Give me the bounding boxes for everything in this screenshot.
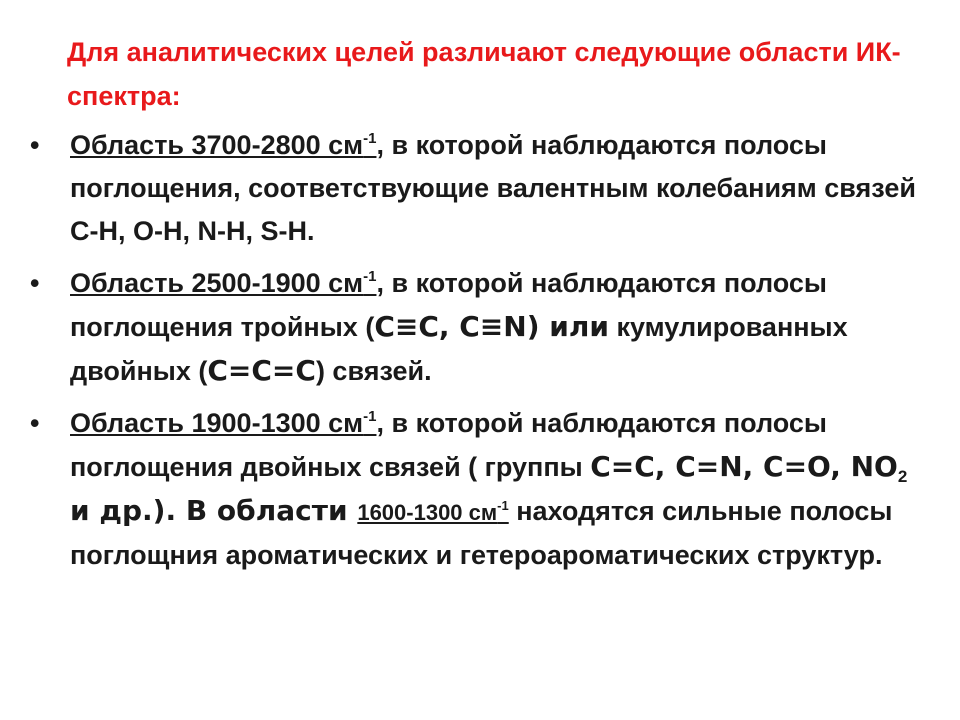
bullet-dot-icon: • xyxy=(30,408,40,438)
range-text: Область 2500-1900 см xyxy=(70,268,364,298)
range-text: Область 3700-2800 см xyxy=(70,130,364,160)
bullet-text: , в которой наблюдаются полосы поглощения, соответствующие валентным колебаниям связей С-Н, О-Н, N-Н, S-Н. xyxy=(70,130,916,246)
range-label xyxy=(70,268,376,298)
formula-text: и др.). В области xyxy=(70,494,358,527)
bullet-dot-icon: • xyxy=(30,130,40,160)
range-label xyxy=(357,500,508,525)
range-superscript: -1 xyxy=(363,408,377,425)
range-superscript: -1 xyxy=(363,268,377,285)
formula-subscript: 2 xyxy=(897,467,908,486)
bullet-dot-icon: • xyxy=(30,268,40,298)
slide-title: Для аналитических целей различают следующие области ИК-спектра: xyxy=(67,37,901,111)
bullet-text: находятся сильные полосы поглощния ароматических и гетероароматических структур. xyxy=(70,496,893,570)
range-superscript: -1 xyxy=(497,498,509,513)
bullet-item-1 xyxy=(0,124,960,253)
bullet-text: ) связей. xyxy=(315,356,432,386)
range-superscript: -1 xyxy=(363,130,377,147)
range-label xyxy=(70,408,376,438)
bullet-item-3 xyxy=(0,402,960,577)
formula-text: C≡C, C≡N) или xyxy=(374,310,609,343)
bullet-list xyxy=(0,124,960,586)
bullet-item-2 xyxy=(0,262,960,393)
bullet-text: , в которой наблюдаются полосы поглощения двойных связей ( группы xyxy=(70,408,827,482)
bullet-text: кумулированных двойных ( xyxy=(70,312,848,386)
range-label xyxy=(70,130,376,160)
range-text: 1600-1300 см xyxy=(357,500,498,525)
bullet-text: , в которой наблюдаются полосы поглощения тройных ( xyxy=(70,268,827,342)
formula-text: C=C=C xyxy=(207,354,316,387)
formula-text: C=C, C=N, C=O, NO xyxy=(590,450,898,483)
range-text: Область 1900-1300 см xyxy=(70,408,364,438)
